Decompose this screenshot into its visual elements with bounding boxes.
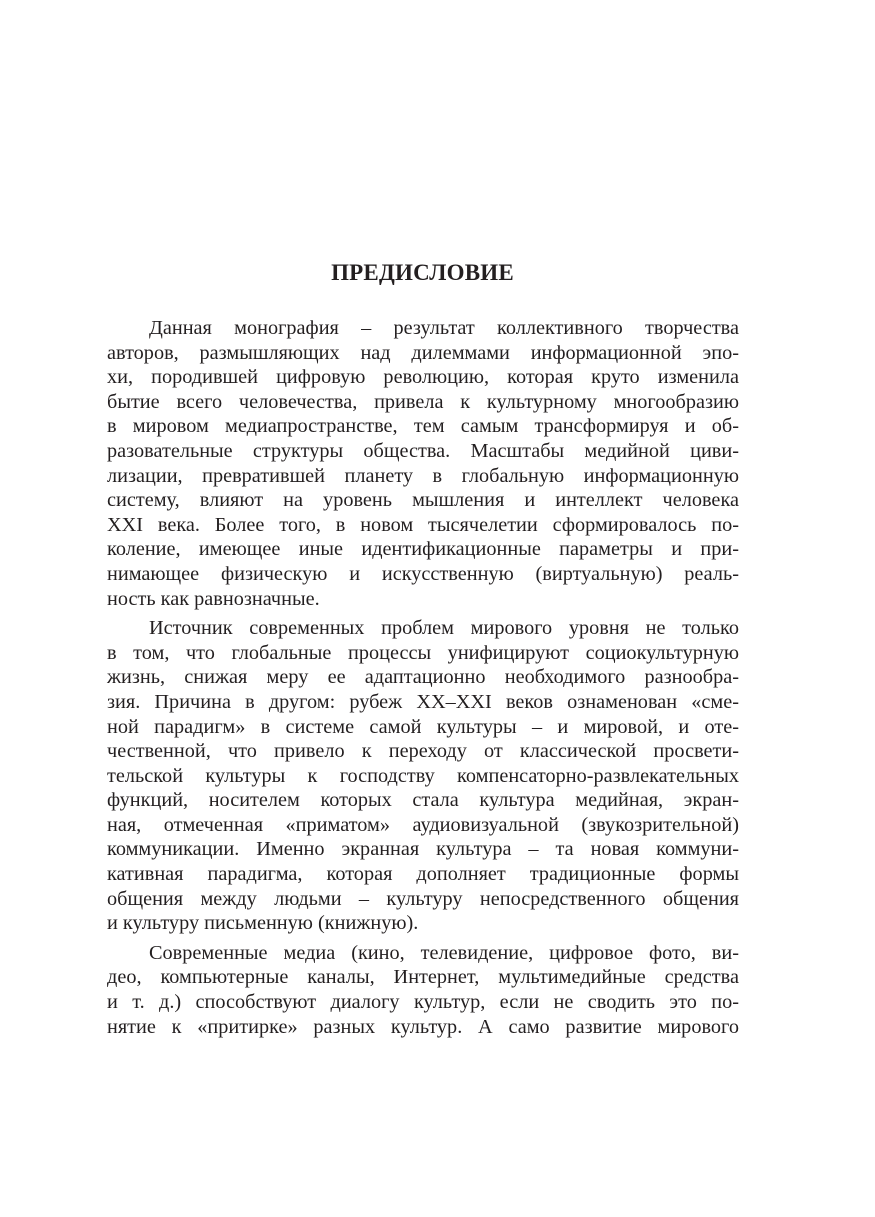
text-line: хи, породившей цифровую революцию, которая круто изменила [107, 366, 739, 389]
text-line: общения между людьми – культуру непосредственного общения [107, 887, 739, 910]
paragraph [107, 616, 739, 936]
text-line: нимающее физическую и искусственную (виртуальную) реаль- [107, 562, 739, 585]
text-line: Источник современных проблем мирового уровня не только [149, 617, 739, 640]
paragraph [107, 316, 739, 611]
text-line: в мировом медиапространстве, тем самым трансформируя и об- [107, 415, 739, 438]
text-line: и культуру письменную (книжную). [107, 912, 419, 935]
text-line: чественной, что привело к переходу от классической просвети- [107, 740, 739, 763]
text-line: Данная монография – результат коллективного творчества [149, 317, 739, 339]
text-line: ная, отмеченная «приматом» аудиовизуальной (звукозрительной) [107, 813, 739, 836]
text-line: тельской культуры к господству компенсаторно-развлекательных [107, 764, 739, 787]
text-line: зия. Причина в другом: рубеж XX–XXI веков ознаменован «сме- [107, 690, 739, 713]
text-line: бытие всего человечества, привела к культурному многообразию [107, 390, 739, 413]
text-line: и т. д.) способствуют диалогу культур, если не сводить это по- [107, 991, 739, 1014]
text-line: авторов, размышляющих над дилеммами информационной эпо- [107, 341, 739, 364]
text-line: коление, имеющее иные идентификационные параметры и при- [107, 538, 739, 561]
body-text [107, 316, 739, 1039]
text-line: систему, влияют на уровень мышления и интеллект человека [107, 489, 739, 512]
text-line: разовательные структуры общества. Масштабы медийной циви- [107, 439, 739, 462]
text-line: коммуникации. Именно экранная культура – та новая коммуни- [107, 838, 739, 861]
text-line: жизнь, снижая меру ее адаптационно необходимого разнообра- [107, 666, 739, 689]
text-line: XXI века. Более того, в новом тысячелетии сформировалось по- [107, 513, 739, 536]
text-line: нятие к «притирке» разных культур. А само развитие мирового [107, 1015, 739, 1038]
text-line: лизации, превратившей планету в глобальную информационную [107, 464, 739, 487]
text-line: кативная парадигма, которая дополняет традиционные формы [107, 863, 739, 886]
text-line: функций, носителем которых стала культура медийная, экран- [107, 789, 739, 812]
text-line: Современные медиа (кино, телевидение, цифровое фото, ви- [149, 941, 739, 964]
page-title: ПРЕДИСЛОВИЕ [331, 260, 514, 285]
text-line: ность как равнозначные. [107, 587, 320, 610]
text-line: део, компьютерные каналы, Интернет, мультимедийные средства [107, 966, 739, 989]
paragraph [107, 941, 739, 1039]
text-line: в том, что глобальные процессы унифицируют социокультурную [107, 641, 739, 664]
text-line: ной парадигм» в системе самой культуры – и мировой, и оте- [107, 715, 739, 738]
